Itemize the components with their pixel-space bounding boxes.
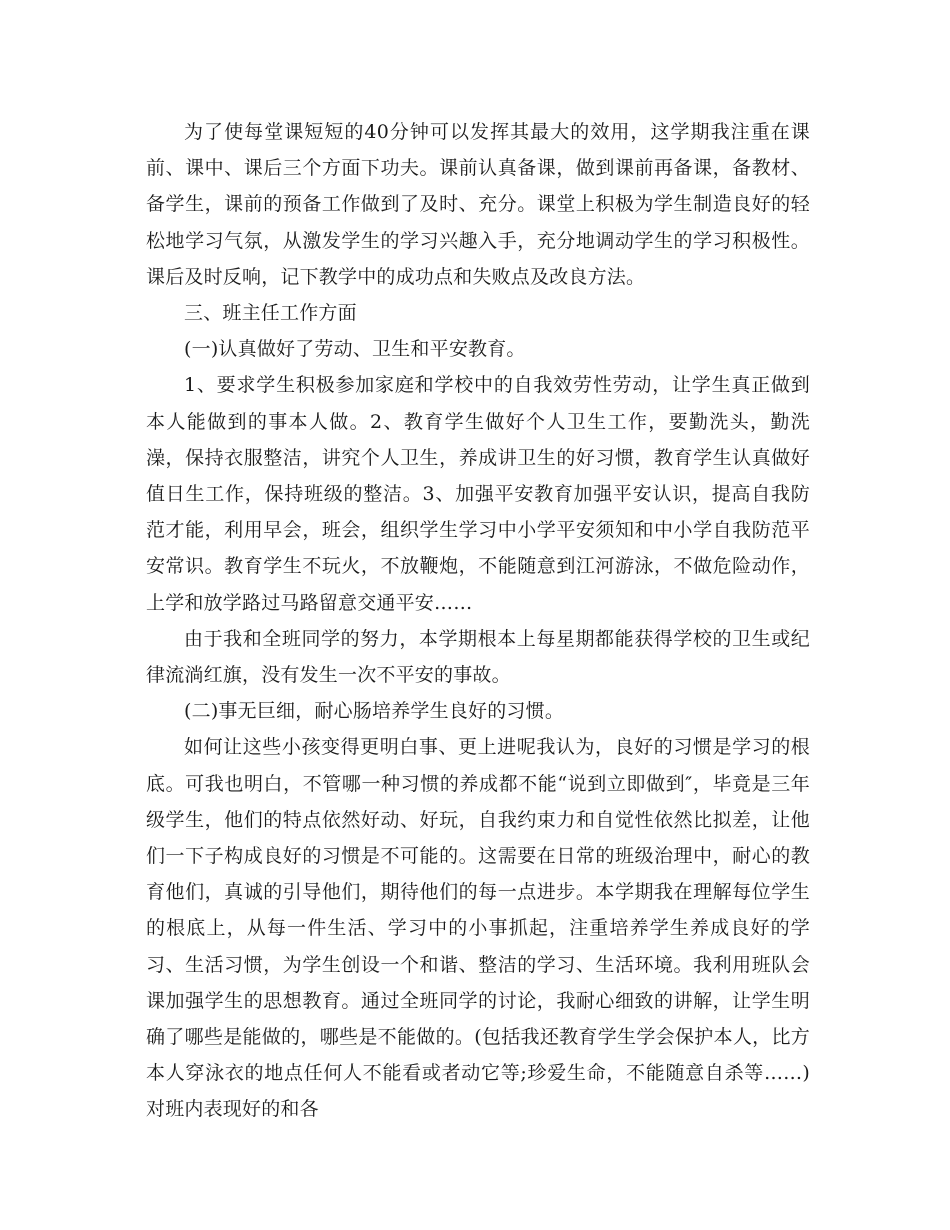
paragraph-good-habits: 如何让这些小孩变得更明白事、更上进呢我认为，良好的习惯是学习的根底。可我也明白，不管哪一种习惯的养成都不能“说到立即做到″，毕竟是三年级学生，他们的特点依然好动、好玩，自我约束力和自觉性依然比拟差，让他们一下子构成良好的习惯是不可能的。这需要在日常的班级治理中，耐心的教育他们，真诚的引导他们，期待他们的每一点进步。本学期我在理解每位学生的根底上，从每一件生活、学习中的小事抓起，注重培养学生养成良好的学习、生活习惯，为学生创设一个和谐、整洁的学习、生活环境。我利用班队会课加强学生的思想教育。通过全班同学的讨论，我耐心细致的讲解，让学生明确了哪些是能做的，哪些是不能做的。(包括我还教育学生学会保护本人，比方本人穿泳衣的地点任何人不能看或者动它等;珍爱生命，不能随意自杀等……)对班内表现好的和各 (146, 736, 810, 1121)
paragraph-labor-hygiene-safety: 1、要求学生积极参加家庭和学校中的自我效劳性劳动，让学生真正做到本人能做到的事本人做。2、教育学生做好个人卫生工作，要勤洗头，勤洗澡，保持衣服整洁，讲究个人卫生，养成讲卫生的好习惯，教育学生认真做好值日生工作，保持班级的整洁。3、加强平安教育加强平安认识，提高自我防范才能，利用早会，班会，组织学生学习中小学平安须知和中小学自我防范平安常识。教育学生不玩火，不放鞭炮，不能随意到江河游泳，不做危险动作，上学和放学路过马路留意交通平安…… (146, 374, 810, 614)
paragraph-results: 由于我和全班同学的努力，本学期根本上每星期都能获得学校的卫生或纪律流淌红旗，没有发生一次不平安的事故。 (146, 627, 810, 687)
document-body (146, 114, 810, 1128)
subheading-good-habits: (二)事无巨细，耐心肠培养学生良好的习惯。 (184, 700, 565, 723)
subheading-labor-hygiene-safety: (一)认真做好了劳动、卫生和平安教育。 (184, 338, 526, 361)
paragraph-class-efficiency: 为了使每堂课短短的40分钟可以发挥其最大的效用，这学期我注重在课前、课中、课后三个方面下功夫。课前认真备课，做到课前再备课，备教材、备学生，课前的预备工作做到了及时、充分。课堂上积极为学生制造良好的轻松地学习气氛，从激发学生的学习兴趣入手，充分地调动学生的学习积极性。课后及时反响，记下教学中的成功点和失败点及改良方法。 (146, 121, 810, 288)
section-heading-head-teacher: 三、班主任工作方面 (184, 302, 357, 325)
